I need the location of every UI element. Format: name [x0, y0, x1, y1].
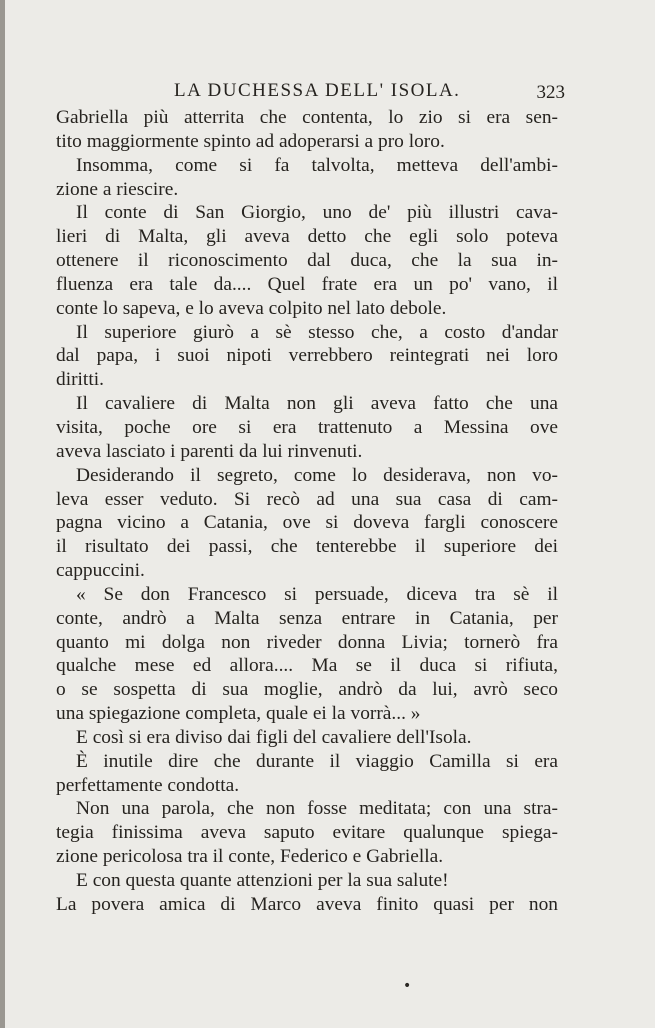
text-line: una spiegazione completa, quale ei la vorrà... »: [56, 703, 421, 725]
text-line: È inutile dire che durante il viaggio Camilla si era: [76, 750, 558, 772]
text-line: o se sospetta di sua moglie, andrò da lui, avrò seco: [56, 679, 558, 701]
running-head: [60, 80, 565, 106]
text-line: Il conte di San Giorgio, uno de' più illustri cava-: [76, 202, 558, 224]
text-line: Insomma, come si fa talvolta, metteva dell'ambi-: [76, 154, 558, 176]
text-line: E così si era diviso dai figli del cavaliere dell'Isola.: [76, 726, 472, 748]
text-line: fluenza era tale da.... Quel frate era un po' vano, il: [56, 273, 558, 295]
text-line: aveva lasciato i parenti da lui rinvenuti.: [56, 440, 363, 462]
text-line: diritti.: [56, 369, 104, 391]
page-left-edge: [0, 0, 5, 1028]
text-line: perfettamente condotta.: [56, 774, 240, 796]
text-line: tegia finissima aveva saputo evitare qualunque spiega-: [56, 822, 558, 844]
body-text: [56, 106, 558, 917]
text-line: dal papa, i suoi nipoti verrebbero reintegrati nei loro: [56, 345, 558, 367]
text-line: Desiderando il segreto, come lo desiderava, non vo-: [76, 464, 558, 486]
text-line: tito maggiormente spinto ad adoperarsi a pro loro.: [56, 130, 445, 152]
text-line: ottenere il riconoscimento dal duca, che la sua in-: [56, 250, 558, 272]
text-line: cappuccini.: [56, 560, 145, 582]
text-line: visita, poche ore si era trattenuto a Messina ove: [56, 416, 558, 438]
text-line: il risultato dei passi, che tenterebbe il superiore dei: [56, 536, 558, 558]
text-line: conte lo sapeva, e lo aveva colpito nel lato debole.: [56, 297, 447, 319]
text-line: lieri di Malta, gli aveva detto che egli solo poteva: [56, 226, 558, 248]
text-line: zione a riescire.: [56, 178, 179, 200]
text-line: Gabriella più atterrita che contenta, lo zio si era sen-: [56, 107, 558, 128]
ink-dot-mark: •: [403, 978, 412, 994]
text-line: pagna vicino a Catania, ove si doveva fargli conoscere: [56, 512, 558, 534]
text-line: Non una parola, che non fosse meditata; con una stra-: [76, 798, 558, 820]
text-line: E con questa quante attenzioni per la sua salute!: [76, 870, 449, 891]
text-line: Il superiore giurò a sè stesso che, a costo d'andar: [76, 321, 558, 343]
text-line: leva esser veduto. Si recò ad una sua casa di cam-: [56, 488, 558, 510]
text-line: qualche mese ed allora.... Ma se il duca si rifiuta,: [56, 655, 558, 677]
page-number: 323: [536, 82, 565, 103]
text-line: zione pericolosa tra il conte, Federico e Gabriella.: [56, 846, 444, 868]
text-line: Il cavaliere di Malta non gli aveva fatto che una: [76, 393, 558, 415]
text-line: conte, andrò a Malta senza entrare in Catania, per: [56, 607, 558, 629]
text-line: quanto mi dolga non riveder donna Livia; tornerò fra: [56, 631, 558, 653]
text-line: « Se don Francesco si persuade, diceva tra sè il: [76, 583, 558, 605]
text-line: La povera amica di Marco aveva finito quasi per non: [56, 893, 558, 915]
running-title: LA DUCHESSA DELL' ISOLA.: [174, 80, 461, 101]
